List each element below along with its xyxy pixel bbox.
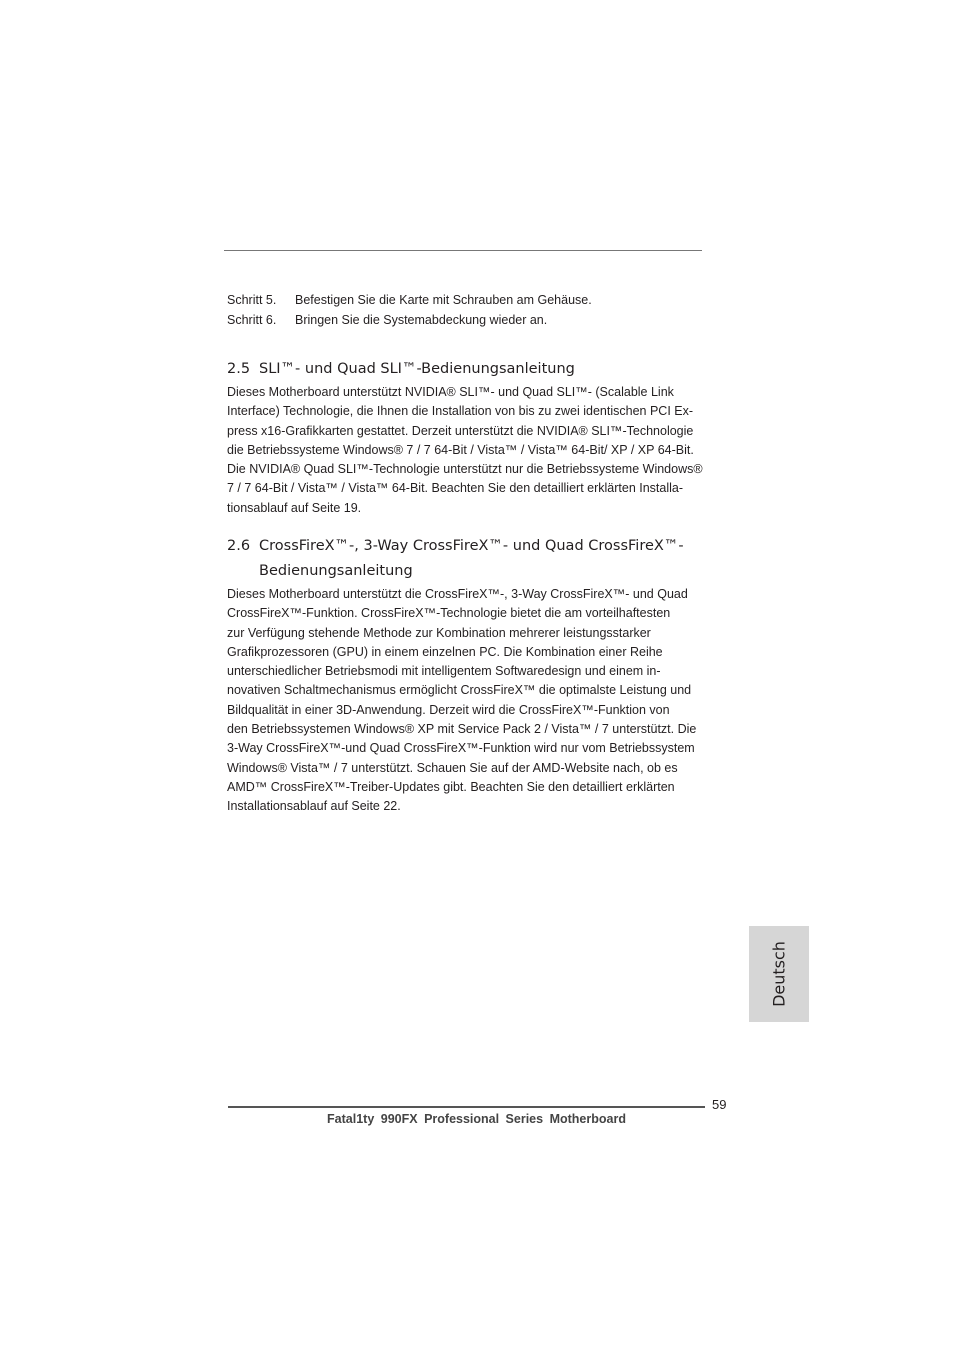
step-label: Schritt 6.	[227, 313, 277, 327]
step-item	[227, 310, 592, 330]
step-text: Bringen Sie die Systemabdeckung wieder an.	[295, 313, 548, 327]
section-25-body: Dieses Motherboard unterstützt NVIDIA® SLI™- und Quad SLI™- (Scalable Link Interface) Technologie, die Ihnen die Installation von bis zu zwei identischen PCI Ex- press x16-Grafikkarten gestattet. Derzeit unterstützt die NVIDIA® SLI™-Technologie die Betriebssysteme Windows® 7 / 7 64-Bit / Vista™ / Vista™ 64-Bit/ XP / XP 64-Bit. Die NVIDIA® Quad SLI™-Technologie unterstützt nur die Betriebssysteme Windows® 7 / 7 64-Bit / Vista™ / Vista™ 64-Bit. Beachten Sie den detailliert erklärten Installa- tionsablauf auf Seite 19.	[227, 385, 703, 515]
step-list	[227, 290, 592, 330]
footer-title: Fatal1ty 990FX Professional Series Motherboard	[327, 1112, 626, 1126]
step-text: Befestigen Sie die Karte mit Schrauben am Gehäuse.	[295, 293, 592, 307]
section-title: SLI™- und Quad SLI™-Bedienungsanleitung	[259, 361, 575, 377]
step-item	[227, 290, 592, 310]
language-label: Deutsch	[769, 941, 789, 1007]
language-tab	[749, 926, 809, 1022]
section-number: 2.6	[227, 538, 251, 554]
section-25-heading	[227, 361, 575, 377]
page-number: 59	[712, 1097, 727, 1112]
section-26-heading-cont	[259, 563, 413, 579]
top-divider	[224, 250, 702, 251]
section-title-cont: Bedienungsanleitung	[259, 563, 413, 579]
step-label: Schritt 5.	[227, 293, 277, 307]
section-number: 2.5	[227, 361, 251, 377]
bottom-divider	[228, 1106, 705, 1108]
section-26-body: Dieses Motherboard unterstützt die CrossFireX™-, 3-Way CrossFireX™- und Quad CrossFireX™-Funktion. CrossFireX™-Technologie bietet die am vorteilhaftesten zur Verfügung stehende Methode zur Kombination mehrerer leistungsstarker Grafikprozessoren (GPU) in einem einzelnen PC. Die Kombination einer Reihe unterschiedlicher Betriebsmodi mit intelligentem Softwaredesign und einem in- novativen Schaltmechanismus ermöglicht CrossFireX™ die optimalste Leistung und Bildqualität in einer 3D-Anwendung. Derzeit wird die CrossFireX™-Funktion von den Betriebssystemen Windows® XP mit Service Pack 2 / Vista™ / 7 unterstützt. Die 3-Way CrossFireX™-und Quad CrossFireX™-Funktion wird nur vom Betriebssystem Windows® Vista™ / 7 unterstützt. Schauen Sie auf der AMD-Website nach, ob es AMD™ CrossFireX™-Treiber-Updates gibt. Beachten Sie den detailliert erklärten Installationsablauf auf Seite 22.	[227, 587, 697, 814]
section-title: CrossFireX™-, 3-Way CrossFireX™- und Quad CrossFireX™-	[259, 538, 684, 554]
section-26-heading	[227, 538, 684, 554]
